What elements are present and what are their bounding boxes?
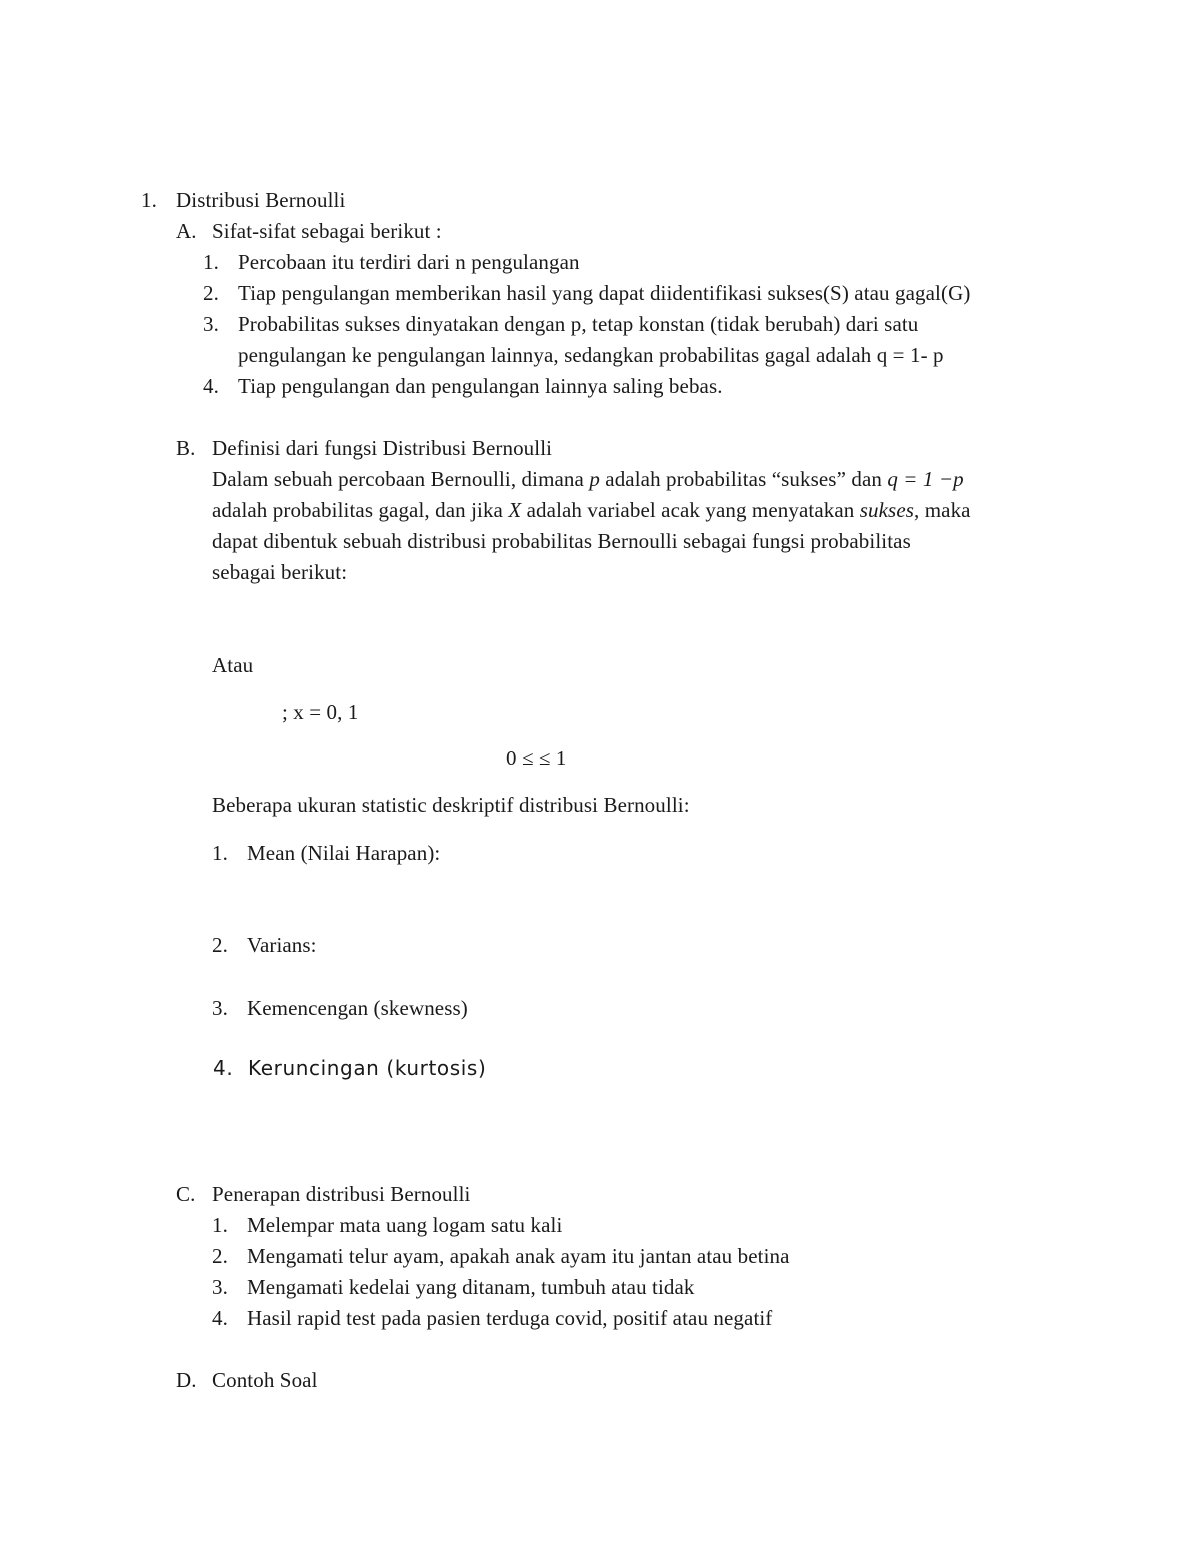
part-d-letter: D. — [176, 1368, 197, 1392]
list-item-number: 2. — [212, 1244, 228, 1268]
part-b-letter: B. — [176, 436, 196, 460]
stat-mean: Mean (Nilai Harapan): — [247, 841, 441, 865]
list-item: Tiap pengulangan dan pengulangan lainnya saling bebas. — [238, 374, 723, 398]
stat-varians: Varians: — [247, 933, 317, 957]
list-item-number: 1. — [203, 250, 219, 274]
text: , maka — [914, 498, 971, 522]
list-item: Mengamati telur ayam, apakah anak ayam itu jantan atau betina — [247, 1244, 790, 1268]
part-d-title: Contoh Soal — [212, 1368, 318, 1392]
list-item-number: 3. — [203, 312, 219, 336]
list-item: Mengamati kedelai yang ditanam, tumbuh atau tidak — [247, 1275, 695, 1299]
definition-line: dapat dibentuk sebuah distribusi probabilitas Bernoulli sebagai fungsi probabilitas — [212, 529, 911, 553]
part-a-letter: A. — [176, 219, 197, 243]
part-c-title: Penerapan distribusi Bernoulli — [212, 1182, 471, 1206]
list-item: Hasil rapid test pada pasien terduga covid, positif atau negatif — [247, 1306, 773, 1330]
atau-label: Atau — [212, 653, 254, 677]
definition-line — [212, 498, 971, 522]
list-item-number: 1. — [212, 1213, 228, 1237]
text: Dalam sebuah percobaan Bernoulli, dimana — [212, 467, 590, 491]
stat-number: 4. — [213, 1056, 234, 1080]
text: adalah probabilitas “sukses” dan — [599, 467, 888, 491]
list-item-number: 4. — [203, 374, 219, 398]
x-domain: ; x = 0, 1 — [282, 700, 359, 724]
list-item: Tiap pengulangan memberikan hasil yang dapat diidentifikasi sukses(S) atau gagal(G) — [238, 281, 971, 305]
section-title: Distribusi Bernoulli — [176, 188, 346, 212]
part-c-letter: C. — [176, 1182, 196, 1206]
section-number: 1. — [141, 188, 157, 212]
part-b-title: Definisi dari fungsi Distribusi Bernoulli — [212, 436, 553, 460]
math-p: p — [589, 467, 600, 491]
stat-number: 3. — [212, 996, 228, 1020]
list-item-number: 4. — [212, 1306, 228, 1330]
part-a-title: Sifat-sifat sebagai berikut : — [212, 219, 442, 243]
math-q-equation: q = 1 −p — [887, 467, 964, 491]
list-item-number: 3. — [212, 1275, 228, 1299]
list-item-continuation: pengulangan ke pengulangan lainnya, sedangkan probabilitas gagal adalah q = 1- p — [238, 343, 944, 367]
definition-line — [212, 467, 964, 491]
math-x: X — [508, 498, 522, 522]
p-range: 0 ≤ ≤ 1 — [506, 746, 567, 770]
list-item: Probabilitas sukses dinyatakan dengan p, tetap konstan (tidak berubah) dari satu — [238, 312, 919, 336]
list-item-number: 2. — [203, 281, 219, 305]
math-sukses: sukses — [859, 498, 915, 522]
text: adalah variabel acak yang menyatakan — [521, 498, 860, 522]
stat-kurtosis: Keruncingan (kurtosis) — [248, 1056, 487, 1080]
list-item: Percobaan itu terdiri dari n pengulangan — [238, 250, 580, 274]
stat-number: 1. — [212, 841, 228, 865]
definition-line: sebagai berikut: — [212, 560, 348, 584]
list-item: Melempar mata uang logam satu kali — [247, 1213, 563, 1237]
stats-intro: Beberapa ukuran statistic deskriptif distribusi Bernoulli: — [212, 793, 690, 817]
text: adalah probabilitas gagal, dan jika — [212, 498, 509, 522]
stat-number: 2. — [212, 933, 228, 957]
stat-skewness: Kemencengan (skewness) — [247, 996, 468, 1020]
